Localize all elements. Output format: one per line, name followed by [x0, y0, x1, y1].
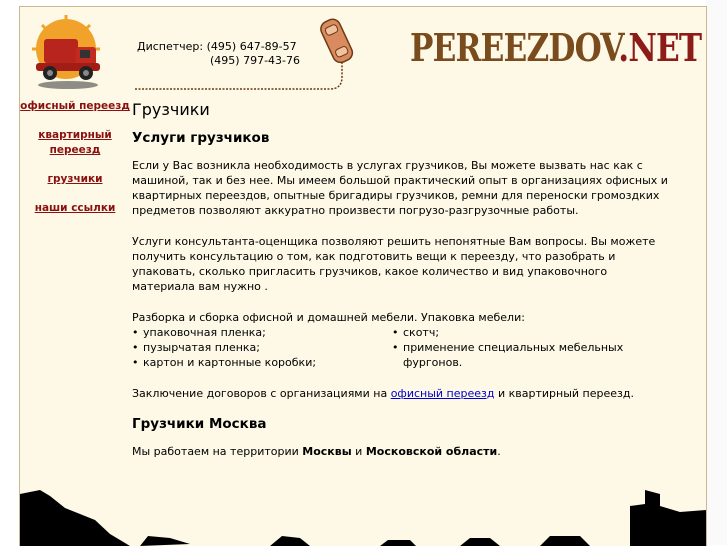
main-content: [132, 102, 672, 475]
list-item: • скотч;: [392, 325, 652, 340]
sidebar-item-movers[interactable]: грузчики: [47, 173, 103, 185]
paragraph-territory: Мы работаем на территории Москвы и Московской области.: [132, 445, 501, 458]
page-title: Грузчики: [132, 100, 210, 119]
list-item: • картон и картонные коробки;: [132, 355, 392, 370]
list-item: • применение специальных мебельных фургонов.: [392, 340, 652, 370]
sidebar-item-apartment-move[interactable]: квартирный переезд: [38, 129, 112, 156]
page-right-margin: [706, 0, 727, 545]
paragraph-services: Если у Вас возникла необходимость в услугах грузчиков, Вы можете вызвать нас как с машиной, так и без нее. Мы имеем большой практический опыт в организациях офисных и квартирных переездов, опытные бригадиры грузчиков, ремни для переноски громоздких предметов позволяют аккуратно произвести погрузо-разгрузочные работы.: [132, 159, 668, 217]
list-column-right: [392, 325, 652, 370]
sidebar-nav: [20, 99, 130, 230]
site-brand-logo[interactable]: PEREEZDOV.NET: [410, 25, 702, 70]
paragraph-consultant: Услуги консультанта-оценщика позволяют решить непонятные Вам вопросы. Вы можете получить консультацию о том, как подготовить вещи к переезду, что разобрать и упаковать, сколько пригласить грузчиков, какое количество и вид упаковочного материала вам нужно .: [132, 235, 656, 293]
list-item: • пузырчатая пленка;: [132, 340, 392, 355]
dispatcher-phones: [137, 40, 307, 68]
list-column-left: [132, 325, 392, 370]
phone-number-2: (495) 797-43-76: [210, 54, 301, 67]
section-heading-services: Услуги грузчиков: [132, 130, 270, 146]
paragraph-furniture: Разборка и сборка офисной и домашней мебели. Упаковка мебели:: [132, 311, 525, 324]
section-heading-moscow: Грузчики Москва: [132, 416, 267, 432]
header: [20, 7, 706, 99]
dispatcher-label: Диспетчер:: [137, 40, 204, 53]
sidebar-item-office-move[interactable]: офисный переезд: [20, 100, 130, 112]
packing-materials-list: [132, 325, 672, 370]
paragraph-contracts: Заключение договоров с организациями на офисный переезд и квартирный переезд.: [132, 387, 634, 400]
sidebar-item-our-links[interactable]: наши ссылки: [34, 202, 116, 214]
page-frame: [19, 6, 707, 546]
phone-number-1: (495) 647-89-57: [206, 40, 297, 53]
list-item: • упаковочная пленка;: [132, 325, 392, 340]
city-skyline-decoration: [20, 486, 706, 546]
office-move-link[interactable]: офисный переезд: [390, 387, 495, 400]
moving-truck-logo[interactable]: [28, 13, 108, 93]
